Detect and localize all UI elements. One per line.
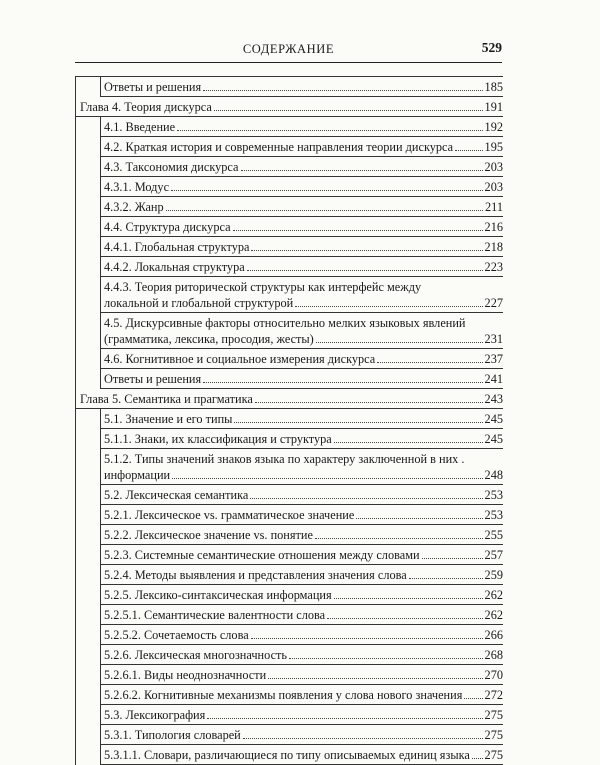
toc-entry-title: Ответы и решения <box>104 80 202 94</box>
dot-leader <box>177 130 482 131</box>
toc-entry <box>100 625 503 645</box>
toc-entry <box>100 665 503 685</box>
toc-entry-title: 4.4. Структура дискурса <box>104 220 231 234</box>
dot-leader <box>203 90 482 91</box>
toc-page-number: 262 <box>484 608 503 622</box>
dot-leader <box>315 538 483 539</box>
toc-page-number: 270 <box>484 668 503 682</box>
dot-leader <box>203 382 482 383</box>
toc-page-number: 216 <box>484 220 503 234</box>
toc-page-number: 192 <box>484 120 503 134</box>
toc-entry-title: 4.6. Когнитивное и социальное измерения дискурса <box>104 352 376 366</box>
toc-entry <box>100 409 503 429</box>
header-title: СОДЕРЖАНИЕ <box>242 42 335 56</box>
toc-page-number: 185 <box>484 80 503 94</box>
dot-leader <box>241 170 483 171</box>
toc-page-number: 257 <box>484 548 503 562</box>
dot-leader <box>268 678 482 679</box>
toc-page-number: 255 <box>484 528 503 542</box>
toc-entry-title-line1: 5.1.2. Типы значений знаков языка по характеру заключенной в них . <box>104 452 465 466</box>
dot-leader <box>464 698 482 699</box>
dot-leader <box>243 738 483 739</box>
toc-entry-title: 4.3.2. Жанр <box>104 200 164 214</box>
dot-leader <box>422 558 483 559</box>
toc-entry-title: Глава 5. Семантика и прагматика <box>80 392 253 406</box>
toc-page-number: 266 <box>484 628 503 642</box>
toc-entry <box>100 449 503 485</box>
toc-entry <box>100 157 503 177</box>
dot-leader <box>172 478 482 479</box>
toc-entry <box>100 705 503 725</box>
toc-entry <box>100 257 503 277</box>
toc-page-number: 253 <box>484 488 503 502</box>
toc-entry <box>100 645 503 665</box>
dot-leader <box>356 518 482 519</box>
toc-entry <box>100 177 503 197</box>
dot-leader <box>255 402 483 403</box>
toc-entry-title: 5.2.6. Лексическая многозначность <box>104 648 288 662</box>
toc-entry-title: 5.2.3. Системные семантические отношения между словами <box>104 548 420 562</box>
toc-entry <box>100 197 503 217</box>
toc-page-number: 262 <box>484 588 503 602</box>
toc-entry <box>100 117 503 137</box>
toc-entry-title: Глава 4. Теория дискурса <box>80 100 212 114</box>
toc-entry <box>100 369 503 389</box>
toc-page-number: 231 <box>484 332 503 346</box>
toc-entry-title: 5.1. Значение и его типы <box>104 412 233 426</box>
dot-leader <box>289 658 483 659</box>
toc-page-number: 241 <box>484 372 503 386</box>
toc-entry-title: Ответы и решения <box>104 372 202 386</box>
toc-page-number: 223 <box>484 260 503 274</box>
toc-page-number: 275 <box>484 708 503 722</box>
toc-entry-title: 5.3. Лексикография <box>104 708 206 722</box>
toc-chapter-entry <box>76 389 503 409</box>
toc-entry-title: (грамматика, лексика, просодия, жесты) <box>104 332 314 346</box>
dot-leader <box>377 362 482 363</box>
dot-leader <box>316 342 483 343</box>
toc-entry-title: 4.3. Таксономия дискурса <box>104 160 239 174</box>
dot-leader <box>234 422 482 423</box>
toc-page-number: 203 <box>484 180 503 194</box>
toc-entry <box>100 545 503 565</box>
toc-page-number: 195 <box>484 140 503 154</box>
toc-entry-title-line1: 4.4.3. Теория риторической структуры как интерфейс между <box>104 280 422 294</box>
toc-page-number: 248 <box>484 468 503 482</box>
toc-entry-title: 4.1. Введение <box>104 120 176 134</box>
toc-page-number: 272 <box>484 688 503 702</box>
toc-entry-title: 5.1.1. Знаки, их классификация и структура <box>104 432 332 446</box>
toc-page-number: 268 <box>484 648 503 662</box>
toc-entry <box>100 485 503 505</box>
toc-page-number: 237 <box>484 352 503 366</box>
toc-page-number: 275 <box>484 728 503 742</box>
toc-entry-title: информации <box>104 468 171 482</box>
dot-leader <box>207 718 482 719</box>
toc-entry-title: 5.2.6.1. Виды неоднозначности <box>104 668 267 682</box>
toc-entry <box>100 429 503 449</box>
toc-page-number: 259 <box>484 568 503 582</box>
dot-leader <box>409 578 483 579</box>
toc-entry <box>100 505 503 525</box>
toc-entry-title: 5.2.2. Лексическое значение vs. понятие <box>104 528 313 542</box>
dot-leader <box>233 230 483 231</box>
toc-entry <box>100 525 503 545</box>
toc-entry-title-line1: 4.5. Дискурсивные факторы относительно мелких языковых явлений <box>104 316 466 330</box>
toc-entry-title: 5.3.1.1. Словари, различающиеся по типу описываемых единиц языка <box>104 748 470 762</box>
toc-page-number: 245 <box>484 412 503 426</box>
toc-entry <box>100 217 503 237</box>
toc-entry <box>100 605 503 625</box>
dot-leader <box>251 250 482 251</box>
toc-entry-title: 5.2.4. Методы выявления и представления значения слова <box>104 568 407 582</box>
toc-entry-title: 5.2.6.2. Когнитивные механизмы появления у слова нового значения <box>104 688 463 702</box>
toc-entry-title: 5.2.5.2. Сочетаемость слова <box>104 628 249 642</box>
toc-entry <box>100 349 503 369</box>
toc-page-number: 191 <box>484 100 503 114</box>
toc-chapter-entry <box>76 97 503 117</box>
toc-page-number: 227 <box>484 296 503 310</box>
dot-leader <box>251 638 483 639</box>
toc-entry-title: локальной и глобальной структурой <box>104 296 294 310</box>
toc-entry <box>100 277 503 313</box>
toc-entry-title: 5.3.1. Типология словарей <box>104 728 241 742</box>
header-page-number: 529 <box>481 40 502 55</box>
toc-entry <box>100 565 503 585</box>
toc-entry <box>100 745 503 765</box>
dot-leader <box>455 150 482 151</box>
dot-leader <box>472 758 483 759</box>
toc-entry-title: 4.3.1. Модус <box>104 180 170 194</box>
dot-leader <box>214 110 483 111</box>
toc-entry <box>100 137 503 157</box>
toc-page-number: 211 <box>485 200 503 214</box>
toc-page-number: 245 <box>484 432 503 446</box>
toc-entry <box>100 77 503 97</box>
dot-leader <box>295 306 482 307</box>
toc-entry-title: 5.2. Лексическая семантика <box>104 488 249 502</box>
dot-leader <box>327 618 482 619</box>
toc-page-number: 218 <box>484 240 503 254</box>
dot-leader <box>166 210 483 211</box>
toc-page-number: 275 <box>484 748 503 762</box>
toc-page-number: 253 <box>484 508 503 522</box>
dot-leader <box>334 598 483 599</box>
toc-entry <box>100 313 503 349</box>
toc-entry <box>100 685 503 705</box>
toc-page-number: 203 <box>484 160 503 174</box>
dot-leader <box>247 270 483 271</box>
toc-page-number: 243 <box>484 392 503 406</box>
toc-entry-title: 4.2. Краткая история и современные направления теории дискурса <box>104 140 454 154</box>
toc-entry-title: 5.2.1. Лексическое vs. грамматическое значение <box>104 508 355 522</box>
toc-entry <box>100 585 503 605</box>
dot-leader <box>334 442 483 443</box>
toc-entry-title: 4.4.2. Локальная структура <box>104 260 245 274</box>
toc-entry-title: 5.2.5.1. Семантические валентности слова <box>104 608 326 622</box>
running-header <box>75 40 502 63</box>
toc-entry <box>100 725 503 745</box>
dot-leader <box>250 498 482 499</box>
toc-entry-title: 5.2.5. Лексико-синтаксическая информация <box>104 588 332 602</box>
toc-entry-title: 4.4.1. Глобальная структура <box>104 240 250 254</box>
table-of-contents <box>75 76 503 765</box>
dot-leader <box>171 190 483 191</box>
toc-entry <box>100 237 503 257</box>
